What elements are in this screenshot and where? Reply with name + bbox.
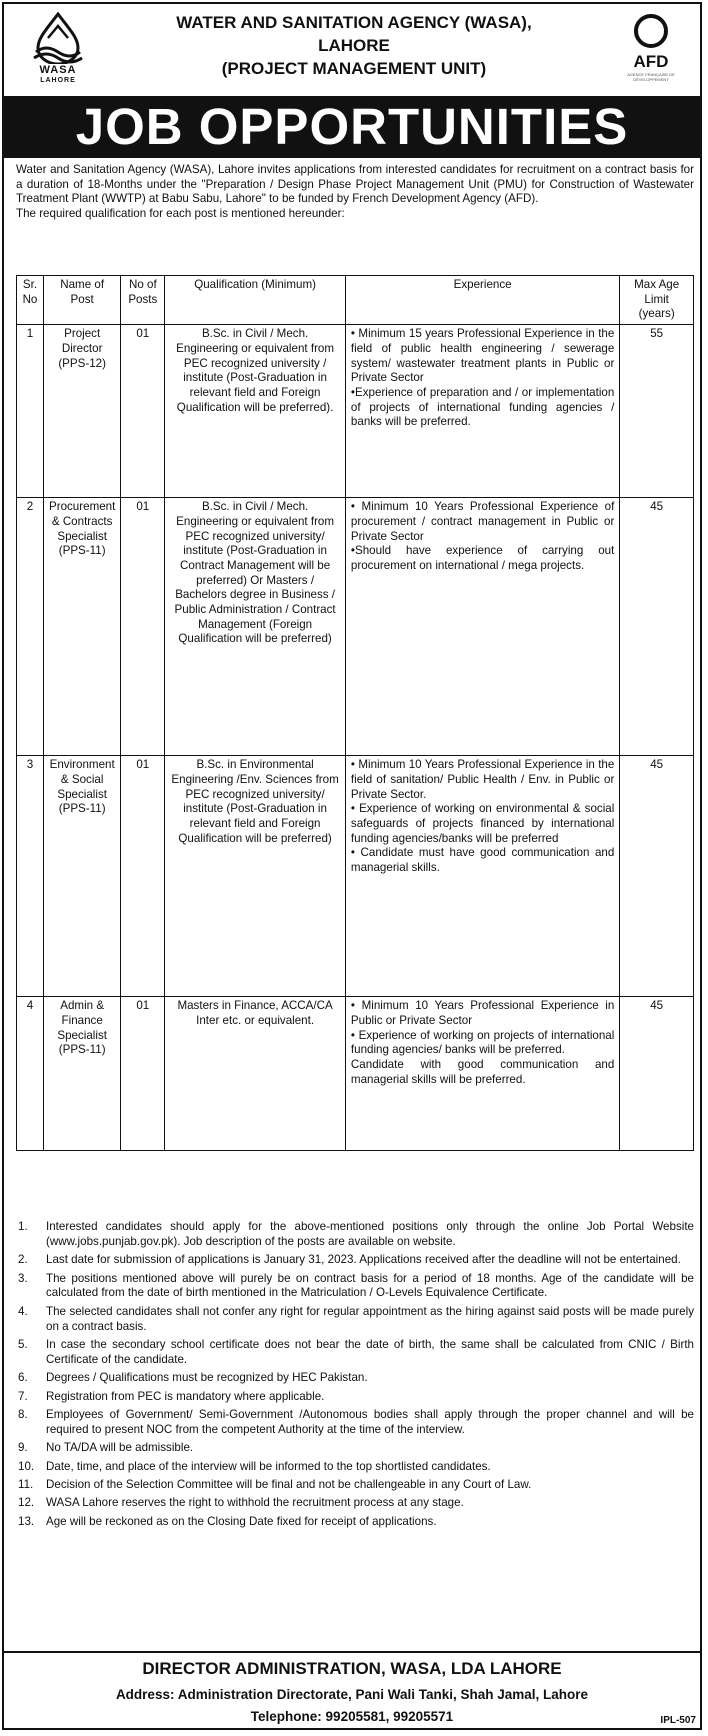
- header-experience: Experience: [345, 276, 619, 325]
- experience-item: • Minimum 10 Years Professional Experience in Public or Private Sector: [350, 999, 615, 1027]
- list-item-number: 10.: [18, 1459, 35, 1473]
- advertisement-page: [2, 2, 702, 1730]
- cell-experience: [345, 498, 619, 756]
- header-no-of-posts: No of Posts: [121, 276, 165, 325]
- experience-item: • Minimum 10 Years Professional Experience in the field of sanitation/ Public Health / Env. in Public or Private Sector.: [350, 758, 615, 801]
- experience-item: •Experience of preparation and / or implementation of projects of international funding agencies / banks will be preferred.: [350, 385, 615, 429]
- afd-ring-icon: [634, 14, 668, 48]
- list-item-text: Last date for submission of applications is January 31, 2023. Applications received after the deadline will not be entertained.: [46, 1253, 681, 1267]
- list-item-text: Decision of the Selection Committee will be final and not be challengeable in any Court of Law.: [46, 1477, 532, 1491]
- list-item-number: 8.: [18, 1407, 28, 1421]
- footer-title: DIRECTOR ADMINISTRATION, WASA, LDA LAHORE: [142, 1659, 562, 1678]
- list-item: [16, 1515, 694, 1530]
- header-sr-no: Sr. No: [17, 276, 44, 325]
- header-qualification: Qualification (Minimum): [165, 276, 346, 325]
- cell-post: Procurement & Contracts Specialist (PPS-11): [43, 498, 120, 756]
- list-item: [16, 1390, 694, 1405]
- list-item-number: 1.: [18, 1220, 28, 1233]
- cell-qualification: B.Sc. in Civil / Mech. Engineering or equivalent from PEC recognized university / institute (Post-Graduation in relevant field and Foreign Qualification will be preferred).: [165, 325, 346, 498]
- list-item-number: 7.: [18, 1389, 28, 1403]
- experience-item: Candidate with good communication and managerial skills will be preferred.: [350, 1057, 615, 1086]
- wasa-logo: [26, 12, 90, 90]
- list-item-text: Date, time, and place of the interview will be informed to the top shortlisted candidates.: [46, 1459, 491, 1473]
- afd-logo: [616, 12, 686, 92]
- wasa-logo-text: WASA: [39, 64, 77, 76]
- list-item-text: Registration from PEC is mandatory where applicable.: [46, 1389, 325, 1403]
- cell-posts: 01: [121, 498, 165, 756]
- experience-item: • Minimum 15 years Professional Experience in the field of public health engineering / sewerage system/ wastewater treatment plants in Public or Private Sector: [350, 327, 615, 385]
- intro-paragraph: Water and Sanitation Agency (WASA), Lahore invites applications from interested candidates for recruitment on a contract basis for a duration of 18-Months under the "Preparation / Design Phase Project Management Unit (PMU) for Construction of Wastewater Treatment Plant (WWTP) at Babu Sabu, Lahore" to be funded by French Development Agency (AFD).: [16, 163, 694, 205]
- list-item-text: In case the secondary school certificate does not bear the date of birth, the same shall be calculated from CNIC / Birth Certificate of the candidate.: [46, 1337, 694, 1366]
- list-item: [16, 1305, 694, 1335]
- cell-age: 45: [620, 498, 694, 756]
- cell-sr: 2: [17, 498, 44, 756]
- cell-posts: 01: [121, 325, 165, 498]
- list-item-number: 6.: [18, 1371, 28, 1385]
- list-item: [16, 1338, 694, 1368]
- list-item: [16, 1441, 694, 1456]
- header: [4, 4, 700, 96]
- list-item-text: Interested candidates should apply for the above-mentioned positions only through the online Job Portal Website (www.jobs.punjab.gov.pk). Job description of the posts are available on website.: [46, 1220, 694, 1248]
- experience-item: • Experience of working on environmental & social safeguards of projects financed by international funding agencies/banks will be preferred: [350, 802, 615, 845]
- experience-item: •Should have experience of carrying out procurement on international / mega projects.: [350, 544, 615, 572]
- cell-qualification: Masters in Finance, ACCA/CA Inter etc. or equivalent.: [165, 997, 346, 1151]
- header-line-1: WATER AND SANITATION AGENCY (WASA),: [176, 13, 532, 32]
- cell-qualification: B.Sc. in Civil / Mech. Engineering or equivalent from PEC recognized university/ institute (Post-Graduation in Contract Management will be preferred) Or Masters / Bachelors degree in Business / Public Administration / Contract Management (Foreign Qualification will be preferred): [165, 498, 346, 756]
- list-item-number: 4.: [18, 1304, 28, 1318]
- cell-posts: 01: [121, 997, 165, 1151]
- cell-sr: 3: [17, 756, 44, 997]
- footer: [4, 1651, 700, 1732]
- list-item-text: The selected candidates shall not confer any right for regular appointment as the hiring against said posts will be made purely on a contract basis.: [46, 1304, 694, 1333]
- cell-qualification: B.Sc. in Environmental Engineering /Env. Sciences from PEC recognized university/ institute (Post-Graduation in relevant field and Foreign Qualification will be preferred): [165, 756, 346, 997]
- list-item-number: 11.: [18, 1477, 34, 1491]
- table-row: [17, 756, 694, 997]
- list-item-number: 3.: [18, 1271, 28, 1285]
- table-row: [17, 997, 694, 1151]
- terms-list: [16, 1220, 694, 1533]
- experience-item: • Experience of working on projects of international funding agencies/ banks will be preferred.: [350, 1028, 615, 1057]
- list-item-text: WASA Lahore reserves the right to withhold the recruitment process at any stage.: [46, 1496, 464, 1510]
- cell-experience: [345, 325, 619, 498]
- list-item: [16, 1253, 694, 1268]
- intro-text: [16, 163, 694, 221]
- afd-logo-subtext: AGENCE FRANÇAISE DE DÉVELOPPEMENT: [627, 72, 675, 82]
- footer-telephone: Telephone: 99205581, 99205571: [250, 1709, 454, 1724]
- list-item-text: No TA/DA will be admissible.: [46, 1441, 194, 1455]
- list-item: [16, 1272, 694, 1302]
- table-row: [17, 498, 694, 756]
- list-item: [16, 1408, 694, 1438]
- afd-logo-text: AFD: [633, 52, 669, 71]
- cell-age: 45: [620, 756, 694, 997]
- list-item: [16, 1371, 694, 1386]
- list-item-number: 5.: [18, 1337, 28, 1351]
- list-item-number: 12.: [18, 1496, 35, 1510]
- list-item: [16, 1478, 694, 1493]
- header-line-3: (PROJECT MANAGEMENT UNIT): [221, 59, 487, 78]
- cell-experience: [345, 997, 619, 1151]
- intro-line-2: The required qualification for each post is mentioned hereunder:: [16, 206, 345, 220]
- list-item: [16, 1496, 694, 1511]
- list-item-text: The positions mentioned above will purely be on contract basis for a period of 18 months. Age of the candidate will be calculated from the date of birth mentioned in the Matriculation / O-Levels Equivalence Certificate.: [46, 1271, 694, 1300]
- cell-post: Environment & Social Specialist (PPS-11): [43, 756, 120, 997]
- cell-post: Project Director (PPS-12): [43, 325, 120, 498]
- table-header-row: [17, 276, 694, 325]
- list-item-number: 2.: [18, 1253, 28, 1267]
- cell-posts: 01: [121, 756, 165, 997]
- wasa-emblem-icon: [26, 12, 90, 64]
- job-opportunities-banner: JOB OPPORTUNITIES: [4, 96, 700, 158]
- header-max-age: Max Age Limit (years): [620, 276, 694, 325]
- cell-age: 45: [620, 997, 694, 1151]
- experience-item: • Minimum 10 Years Professional Experience of procurement / contract management in Public or Private Sector: [350, 500, 615, 543]
- cell-sr: 4: [17, 997, 44, 1151]
- list-item-text: Age will be reckoned as on the Closing Date fixed for receipt of applications.: [46, 1514, 437, 1528]
- list-item-text: Employees of Government/ Semi-Government /Autonomous bodies shall apply through the proper channel and will be required to present NOC from the competent Authority at the time of the interview.: [46, 1407, 694, 1436]
- table-row: [17, 325, 694, 498]
- footer-address: Address: Administration Directorate, Pani Wali Tanki, Shah Jamal, Lahore: [115, 1687, 589, 1702]
- cell-age: 55: [620, 325, 694, 498]
- ad-code: IPL-507: [660, 1715, 696, 1726]
- header-name-of-post: Name of Post: [43, 276, 120, 325]
- list-item-number: 13.: [18, 1514, 35, 1528]
- wasa-logo-subtext: LAHORE: [40, 77, 76, 84]
- list-item: [16, 1460, 694, 1475]
- cell-post: Admin & Finance Specialist (PPS-11): [43, 997, 120, 1151]
- jobs-table: [16, 275, 694, 1151]
- list-item-number: 9.: [18, 1441, 28, 1455]
- list-item-text: Degrees / Qualifications must be recognized by HEC Pakistan.: [46, 1371, 368, 1385]
- header-line-2: LAHORE: [318, 36, 390, 55]
- cell-sr: 1: [17, 325, 44, 498]
- list-item: [16, 1220, 694, 1250]
- experience-item: • Candidate must have good communication and managerial skills.: [350, 846, 615, 875]
- cell-experience: [345, 756, 619, 997]
